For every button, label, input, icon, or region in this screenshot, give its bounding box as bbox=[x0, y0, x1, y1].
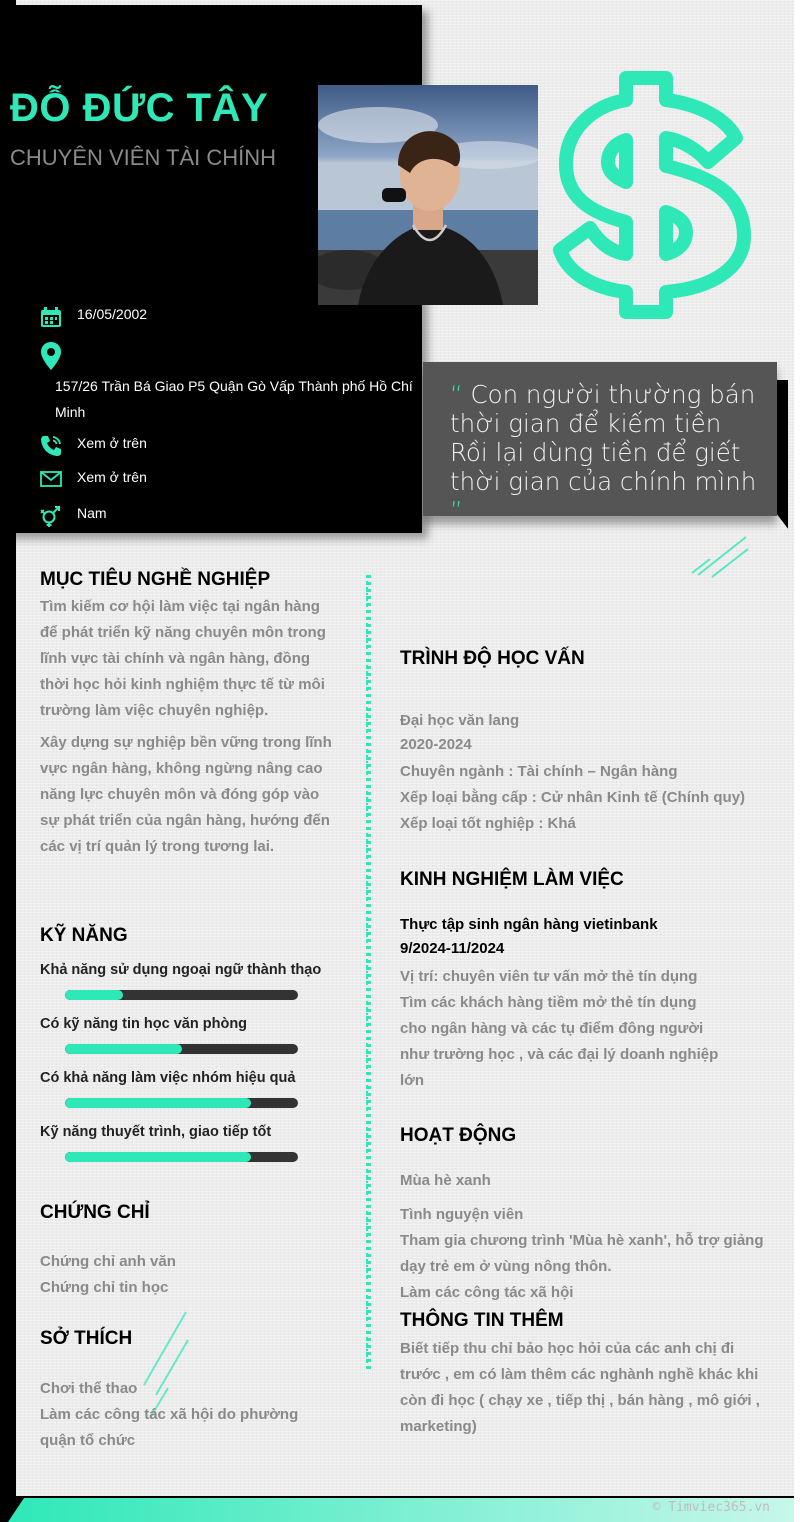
objective-p2-line: vực ngân hàng, không ngừng nâng cao bbox=[40, 760, 323, 777]
dob-value: 16/05/2002 bbox=[77, 306, 148, 322]
extra-line: Biết tiếp thu chỉ bảo học hỏi của các anh chị đi bbox=[400, 1340, 735, 1357]
hobby-item: Chơi thể thao bbox=[40, 1380, 138, 1397]
mail-icon bbox=[40, 469, 62, 491]
skill-fill bbox=[65, 1152, 251, 1162]
extra-info-heading: THÔNG TIN THÊM bbox=[400, 1310, 564, 1331]
certificates-heading: CHỨNG CHỈ bbox=[40, 1202, 150, 1223]
skill-label: Có kỹ năng tin học văn phòng bbox=[40, 1016, 248, 1032]
activity-line: Làm các công tác xã hội bbox=[400, 1284, 574, 1301]
hobby-item: quận tổ chức bbox=[40, 1432, 136, 1449]
extra-line: marketing) bbox=[400, 1418, 477, 1435]
extra-line: còn đi học ( chạy xe , tiếp thị , bán hàng , mô giới , bbox=[400, 1392, 760, 1409]
phone-icon bbox=[40, 435, 62, 457]
skill-label: Kỹ năng thuyết trình, giao tiếp tốt bbox=[40, 1124, 272, 1140]
objective-p2-line: các vị trí quản lý trong tương lai. bbox=[40, 838, 275, 855]
skill-fill bbox=[65, 990, 123, 1000]
dollar-icon bbox=[548, 60, 758, 320]
contact-email bbox=[40, 469, 147, 491]
experience-line: Vị trí: chuyên viên tư vấn mở thẻ tín dụng bbox=[400, 968, 698, 985]
candidate-title: CHUYÊN VIÊN TÀI CHÍNH bbox=[10, 145, 277, 170]
calendar-icon bbox=[40, 306, 62, 328]
objective-p1-line: thời học hỏi kinh nghiệm thực tế từ môi bbox=[40, 676, 325, 693]
hobbies-heading: SỞ THÍCH bbox=[40, 1328, 133, 1349]
extra-info-description bbox=[400, 1336, 780, 1440]
certificates-list bbox=[40, 1249, 360, 1301]
address-value: 157/26 Trần Bá Giao P5 Quận Gò Vấp Thành phố Hồ Chí Minh bbox=[55, 378, 413, 420]
activity-description bbox=[400, 1202, 780, 1306]
education-major: Chuyên ngành : Tài chính – Ngân hàng bbox=[400, 763, 678, 780]
slash-decoration-top bbox=[690, 535, 750, 580]
objective-p1-line: lĩnh vực tài chính và ngân hàng, đồng bbox=[40, 650, 311, 667]
experience-role: Thực tập sinh ngân hàng vietinbank bbox=[400, 916, 658, 933]
extra-line: trước , em có làm thêm các nghành nghề khác khi bbox=[400, 1366, 759, 1383]
experience-line: cho ngân hàng và các tụ điểm đông người bbox=[400, 1020, 704, 1037]
objective-p1-line: Tìm kiếm cơ hội làm việc tại ngân hàng bbox=[40, 598, 320, 615]
hobbies-list bbox=[40, 1376, 360, 1454]
skill-label: Có khả năng làm việc nhóm hiệu quả bbox=[40, 1070, 296, 1086]
skill-bar bbox=[65, 990, 298, 1000]
skill-bar bbox=[65, 1098, 298, 1108]
quote-line-1: Con người thường bán bbox=[470, 380, 756, 409]
skill-bar bbox=[65, 1152, 298, 1162]
gender-icon bbox=[40, 505, 62, 527]
certificate-item: Chứng chỉ tin học bbox=[40, 1279, 169, 1296]
quote-line-3: Rồi lại dùng tiền để giết bbox=[450, 438, 741, 467]
objective-paragraph-2 bbox=[40, 730, 360, 860]
skill-fill bbox=[65, 1044, 182, 1054]
objective-p2-line: năng lực chuyên môn và đóng góp vào bbox=[40, 786, 320, 803]
email-value: Xem ở trên bbox=[77, 469, 147, 485]
column-divider bbox=[366, 575, 371, 1370]
experience-line: lớn bbox=[400, 1072, 424, 1089]
objective-p2-line: sự phát triển của ngân hàng, hướng đến bbox=[40, 812, 330, 829]
map-pin-icon bbox=[40, 341, 62, 363]
skill-label: Khả năng sử dụng ngoại ngữ thành thạo bbox=[40, 962, 322, 978]
activities-heading: HOẠT ĐỘNG bbox=[400, 1125, 517, 1146]
gender-value: Nam bbox=[77, 505, 107, 521]
quote-line-2: thời gian để kiếm tiền bbox=[450, 409, 722, 438]
objective-p2-line: Xây dựng sự nghiệp bền vững trong lĩnh bbox=[40, 734, 332, 751]
activity-line: Tham gia chương trình 'Mùa hè xanh', hỗ trợ giảng bbox=[400, 1232, 764, 1249]
quote-open-mark: “ bbox=[450, 380, 463, 409]
watermark: © Timviec365.vn bbox=[652, 1500, 770, 1515]
skill-fill bbox=[65, 1098, 251, 1108]
skills-heading: KỸ NĂNG bbox=[40, 925, 128, 946]
objective-heading: MỤC TIÊU NGHỀ NGHIỆP bbox=[40, 569, 271, 590]
quote-panel-corner bbox=[777, 380, 795, 538]
experience-heading: KINH NGHIỆM LÀM VIỆC bbox=[400, 869, 624, 890]
candidate-name: ĐỖ ĐỨC TÂY bbox=[10, 86, 269, 130]
certificate-item: Chứng chỉ anh văn bbox=[40, 1253, 176, 1270]
education-heading: TRÌNH ĐỘ HỌC VẤN bbox=[400, 648, 585, 669]
experience-description bbox=[400, 964, 770, 1094]
quote-close-mark: ” bbox=[450, 496, 463, 525]
education-years: 2020-2024 bbox=[400, 736, 472, 753]
objective-p1-line: trường làm việc chuyên nghiệp. bbox=[40, 702, 269, 719]
activity-line: dạy trẻ em ở vùng nông thôn. bbox=[400, 1258, 612, 1275]
skill-bar bbox=[65, 1044, 298, 1054]
contact-gender bbox=[40, 505, 107, 527]
education-grade: Xếp loại tốt nghiệp : Khá bbox=[400, 815, 576, 832]
phone-value: Xem ở trên bbox=[77, 435, 147, 451]
activity-line: Tình nguyện viên bbox=[400, 1206, 524, 1223]
experience-line: Tìm các khách hàng tiềm mở thẻ tín dụng bbox=[400, 994, 697, 1011]
hobby-item: Làm các công tác xã hội do phường bbox=[40, 1406, 299, 1423]
experience-line: như trường học , và các đại lý doanh nghiệp bbox=[400, 1046, 719, 1063]
right-edge bbox=[794, 0, 800, 1522]
contact-dob bbox=[40, 306, 147, 328]
profile-photo bbox=[318, 85, 538, 305]
education-school: Đại học văn lang bbox=[400, 712, 520, 729]
quote-text bbox=[450, 380, 770, 525]
experience-period: 9/2024-11/2024 bbox=[400, 940, 505, 957]
contact-address-icon-row bbox=[40, 341, 77, 363]
activity-event: Mùa hè xanh bbox=[400, 1172, 491, 1189]
quote-line-4: thời gian của chính mình bbox=[450, 467, 757, 496]
contact-phone bbox=[40, 435, 147, 457]
education-degree: Xếp loại bằng cấp : Cử nhân Kinh tế (Chính quy) bbox=[400, 789, 746, 806]
objective-p1-line: để phát triển kỹ năng chuyên môn trong bbox=[40, 624, 326, 641]
objective-paragraph-1 bbox=[40, 594, 360, 724]
